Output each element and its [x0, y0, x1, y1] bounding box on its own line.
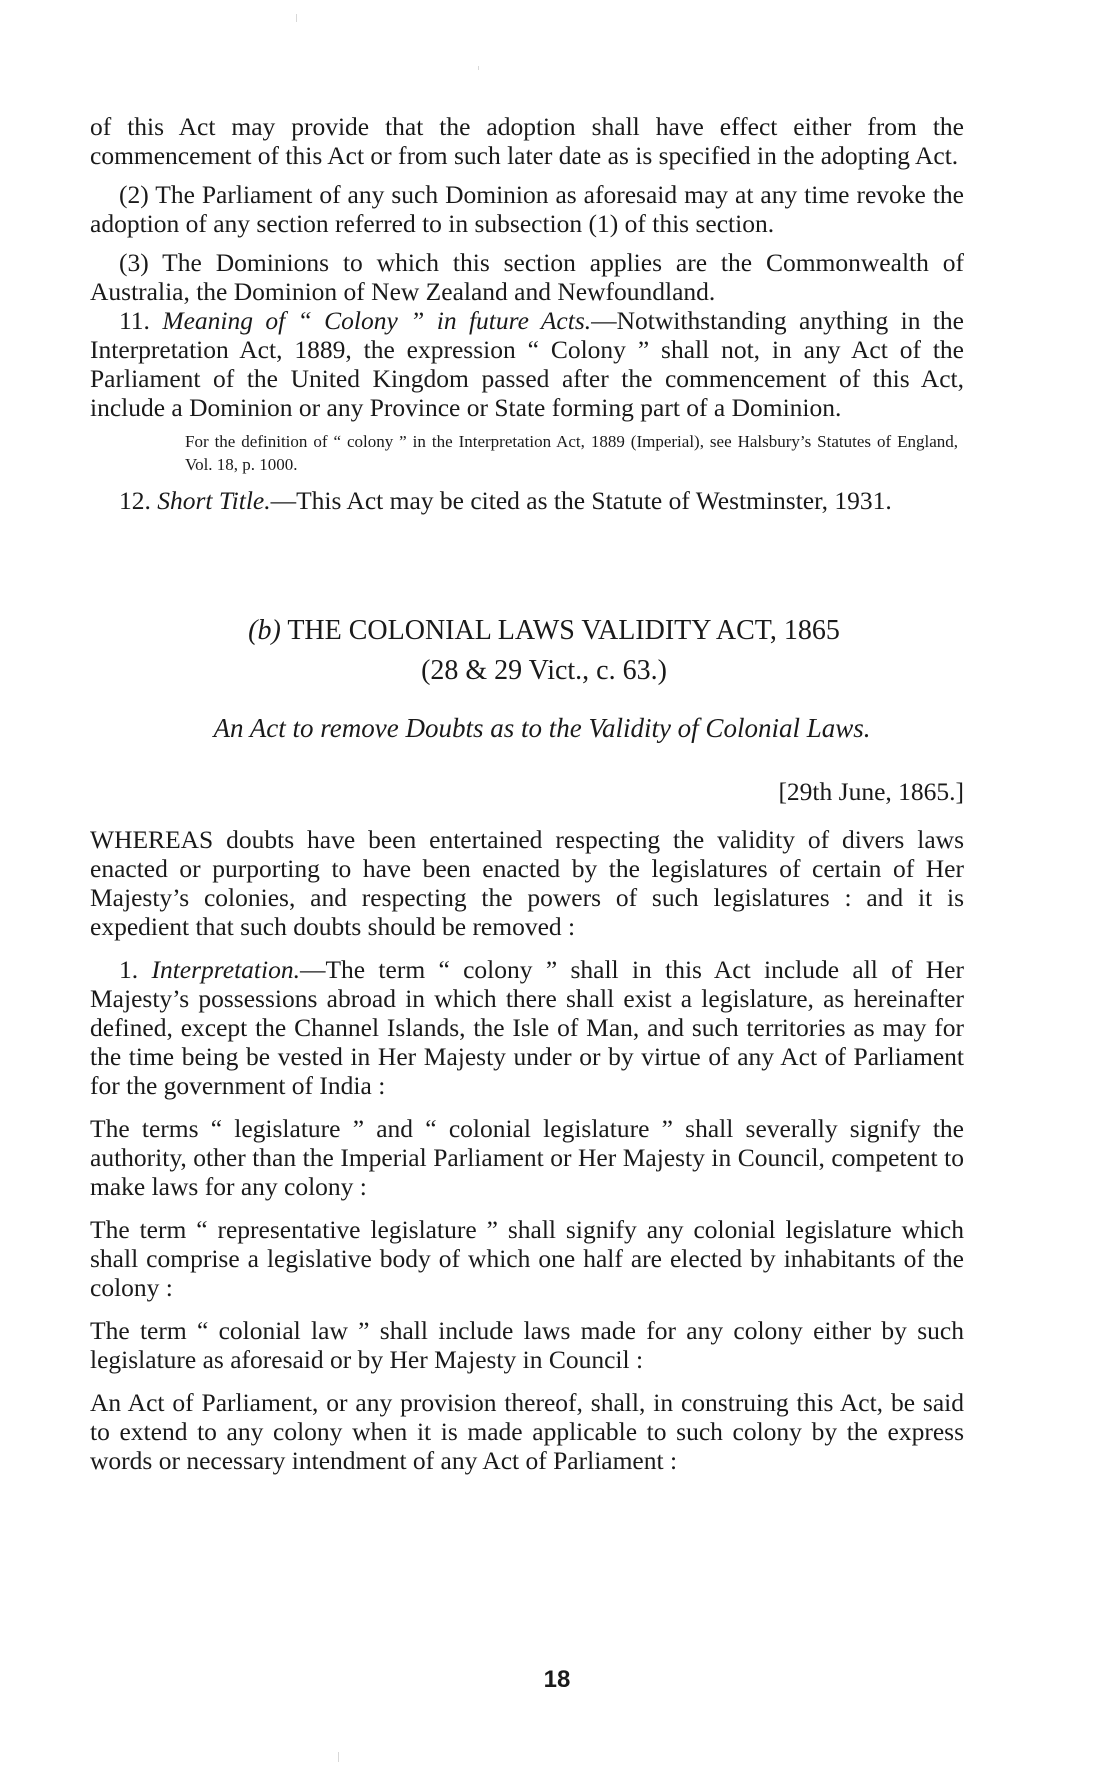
- section-12: [90, 486, 964, 515]
- act-long-title: An Act to remove Doubts as to the Validity of Colonial Laws.: [213, 713, 871, 743]
- section-12-body: —This Act may be cited as the Statute of Westminster, 1931.: [270, 486, 892, 515]
- page-number: 18: [543, 1666, 571, 1693]
- act-date: [29th June, 1865.]: [778, 777, 964, 806]
- act-heading-letter: (b): [248, 615, 281, 646]
- section-11: [90, 306, 964, 422]
- section-11-title: Meaning of “ Colony ” in future Acts.: [162, 306, 592, 335]
- section-11-body: —Notwithstanding anything in the Interpretation Act, 1889, the expression “ Colony ” shall not, in any Act of the Parliament of the United Kingdom passed after the commencement of this Act, include a Dominion or any Province or State forming part of a Dominion.: [90, 306, 964, 422]
- definition-colonial-law: The term “ colonial law ” shall include laws made for any colony either by such legislature as aforesaid or by Her Majesty in Council :: [90, 1316, 964, 1374]
- definition-extend-to-colony: An Act of Parliament, or any provision thereof, shall, in construing this Act, be said to extend to any colony when it is made applicable to such colony by the express words or necessary intendment of any Act of Parliament :: [90, 1388, 964, 1475]
- paragraph-subsection-2: (2) The Parliament of any such Dominion as aforesaid may at any time revoke the adoption of any section referred to in subsection (1) of this section.: [90, 180, 964, 238]
- scan-speck: [478, 66, 479, 70]
- definition-representative-legislature: The term “ representative legislature ” shall signify any colonial legislature which shall comprise a legislative body of which one half are elected by inhabitants of the colony :: [90, 1215, 964, 1302]
- paragraph-subsection-3: (3) The Dominions to which this section applies are the Commonwealth of Australia, the Dominion of New Zealand and Newfoundland.: [90, 248, 964, 306]
- section-1-interpretation: [90, 955, 964, 1100]
- section-1-title: Interpretation.: [151, 955, 300, 984]
- act-citation: (28 & 29 Vict., c. 63.): [421, 655, 667, 686]
- definition-legislature: The terms “ legislature ” and “ colonial legislature ” shall severally signify the authority, other than the Imperial Parliament or Her Majesty in Council, competent to make laws for any colony :: [90, 1114, 964, 1201]
- section-11-number: 11.: [119, 306, 150, 335]
- act-heading: [90, 613, 964, 649]
- document-page: [90, 112, 964, 1475]
- scan-speck: [338, 1752, 339, 1762]
- section-1-body: —The term “ colony ” shall in this Act include all of Her Majesty’s possessions abroad in which there shall exist a legislature, as hereinafter defined, except the Channel Islands, the Isle of Man, and such territories as may for the time being be vested in Her Majesty under or by virtue of any Act of Parliament for the government of India :: [90, 955, 964, 1100]
- act-heading-title: THE COLONIAL LAWS VALIDITY ACT, 1865: [287, 615, 840, 646]
- footnote-colony-definition: For the definition of “ colony ” in the Interpretation Act, 1889 (Imperial), see Halsbury’s Statutes of England, Vol. 18, p. 1000.: [185, 432, 958, 474]
- act-preamble: WHEREAS doubts have been entertained respecting the validity of divers laws enacted or purporting to have been enacted by the legislatures of certain of Her Majesty’s colonies, and respecting the powers of such legislatures : and it is expedient that such doubts should be removed :: [90, 825, 964, 941]
- scan-speck: [296, 14, 297, 22]
- section-12-number: 12.: [119, 486, 151, 515]
- section-1-number: 1.: [119, 955, 139, 984]
- section-12-title: Short Title.: [157, 486, 271, 515]
- paragraph-continuation: of this Act may provide that the adoption shall have effect either from the commencement of this Act or from such later date as is specified in the adopting Act.: [90, 112, 964, 170]
